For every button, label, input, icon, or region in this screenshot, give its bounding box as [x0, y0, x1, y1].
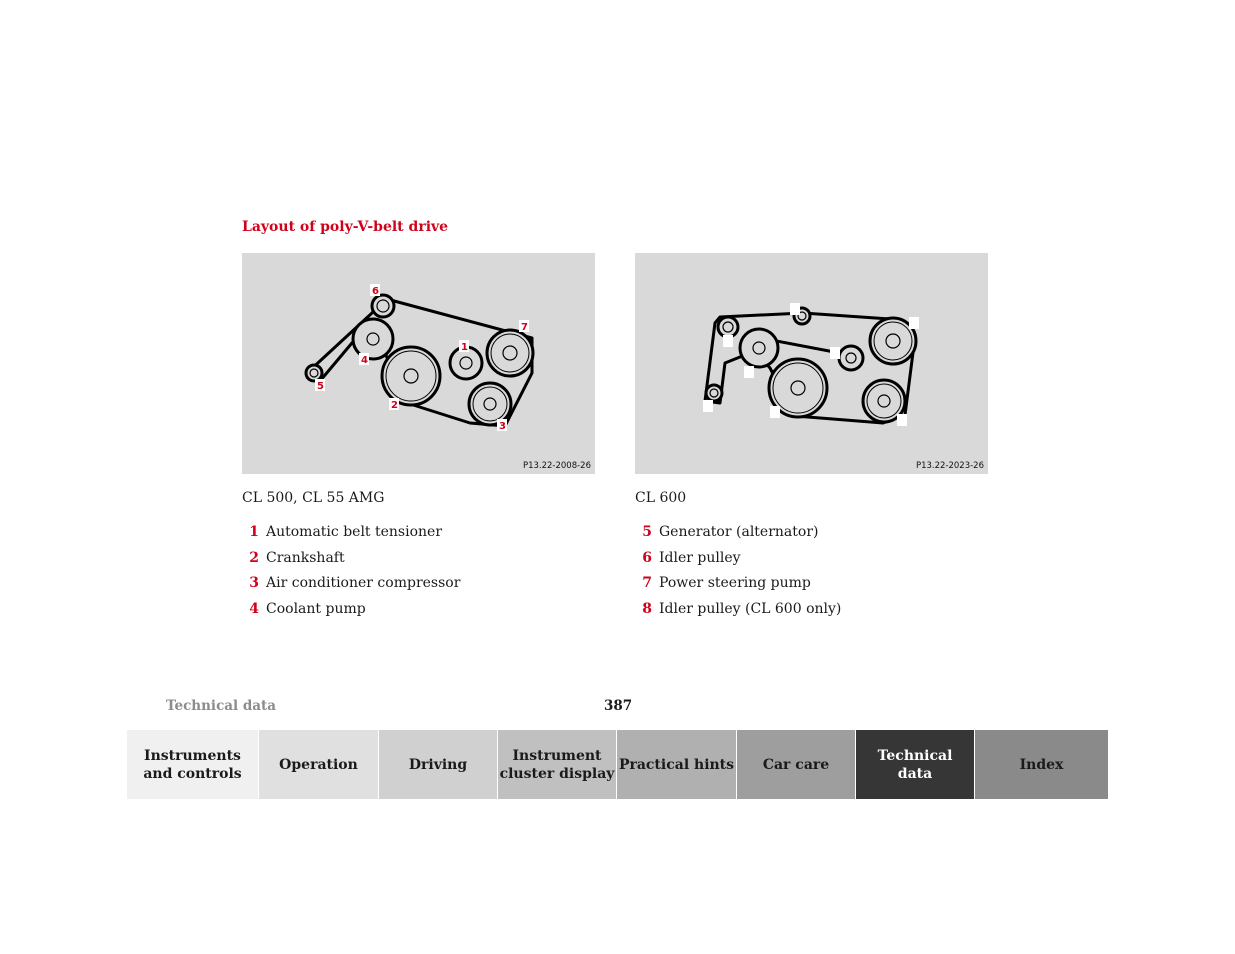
- legend-number: 6: [642, 549, 652, 566]
- figure-code: P13.22-2023-26: [915, 461, 984, 471]
- nav-tab-instrument-cluster-display[interactable]: [498, 730, 617, 799]
- belt-drawing-cl500: [242, 253, 595, 474]
- callout-3: 3: [499, 421, 506, 432]
- legend-number: 4: [249, 601, 259, 618]
- legend-right: [635, 522, 841, 625]
- nav-tab-label-line2: and controls: [143, 765, 242, 782]
- legend-item: [242, 599, 460, 625]
- legend-text: Automatic belt tensioner: [266, 524, 443, 540]
- belt-diagram-cl600: [635, 253, 988, 474]
- nav-tab-practical-hints[interactable]: [617, 730, 737, 799]
- legend-item: [635, 522, 841, 548]
- nav-tab-index[interactable]: [975, 730, 1108, 799]
- nav-tab-car-care[interactable]: [737, 730, 856, 799]
- legend-number: 5: [642, 524, 652, 540]
- belt-diagram-cl500: [242, 253, 595, 474]
- nav-tab-technical-data[interactable]: [856, 730, 975, 799]
- nav-tab-label-line1: Practical hints: [618, 756, 735, 773]
- legend-text: Generator (alternator): [659, 524, 819, 540]
- callout-1: 1: [461, 342, 468, 353]
- callout-6: 6: [372, 286, 379, 297]
- nav-tab-label-line1: Driving: [408, 756, 468, 773]
- figure-caption-right: CL 600: [635, 490, 687, 506]
- legend-number: 3: [249, 575, 259, 592]
- legend-text: Idler pulley (CL 600 only): [659, 601, 842, 618]
- legend-text: Coolant pump: [266, 601, 366, 618]
- callout-7: 7: [521, 322, 528, 333]
- nav-tab-operation[interactable]: [259, 730, 379, 799]
- section-nav-bar: [127, 730, 1108, 799]
- section-title: Layout of poly-V-belt drive: [242, 219, 449, 235]
- legend-item: [635, 573, 841, 599]
- nav-tab-label-line1: Car care: [762, 756, 830, 773]
- legend-text: Power steering pump: [659, 575, 811, 592]
- legend-text: Air conditioner compressor: [266, 575, 461, 592]
- belt-drawing-cl600: [635, 253, 988, 474]
- legend-number: 7: [642, 575, 652, 592]
- legend-number: 2: [249, 549, 259, 566]
- legend-number: 1: [249, 524, 259, 540]
- page-number: 387: [604, 698, 633, 714]
- nav-tab-label-line2: cluster display: [499, 765, 615, 782]
- figure-caption-left: CL 500, CL 55 AMG: [242, 490, 385, 506]
- legend-item: [635, 548, 841, 574]
- legend-item: [242, 573, 460, 599]
- legend-left: [242, 522, 460, 625]
- legend-text: Crankshaft: [266, 549, 345, 566]
- legend-item: [242, 522, 460, 548]
- nav-tab-label-line1: Technical: [877, 747, 953, 764]
- footer-section-label: Technical data: [166, 698, 277, 714]
- callout-2: 2: [391, 400, 398, 411]
- callout-4: 4: [361, 355, 368, 366]
- legend-text: Idler pulley: [659, 549, 741, 566]
- callout-5: 5: [317, 381, 324, 392]
- legend-number: 8: [642, 601, 652, 618]
- figure-code: P13.22-2008-26: [522, 461, 591, 471]
- nav-tab-label-line1: Instruments: [144, 747, 241, 764]
- nav-tab-label-line2: data: [897, 765, 933, 782]
- nav-tab-label-line1: Instrument: [512, 747, 602, 764]
- nav-tab-label-line1: Operation: [279, 756, 358, 773]
- legend-item: [242, 548, 460, 574]
- nav-tab-label-line1: Index: [1019, 756, 1064, 773]
- nav-tab-driving[interactable]: [379, 730, 498, 799]
- nav-tab-instruments-and-controls[interactable]: [127, 730, 259, 799]
- legend-item: [635, 599, 841, 625]
